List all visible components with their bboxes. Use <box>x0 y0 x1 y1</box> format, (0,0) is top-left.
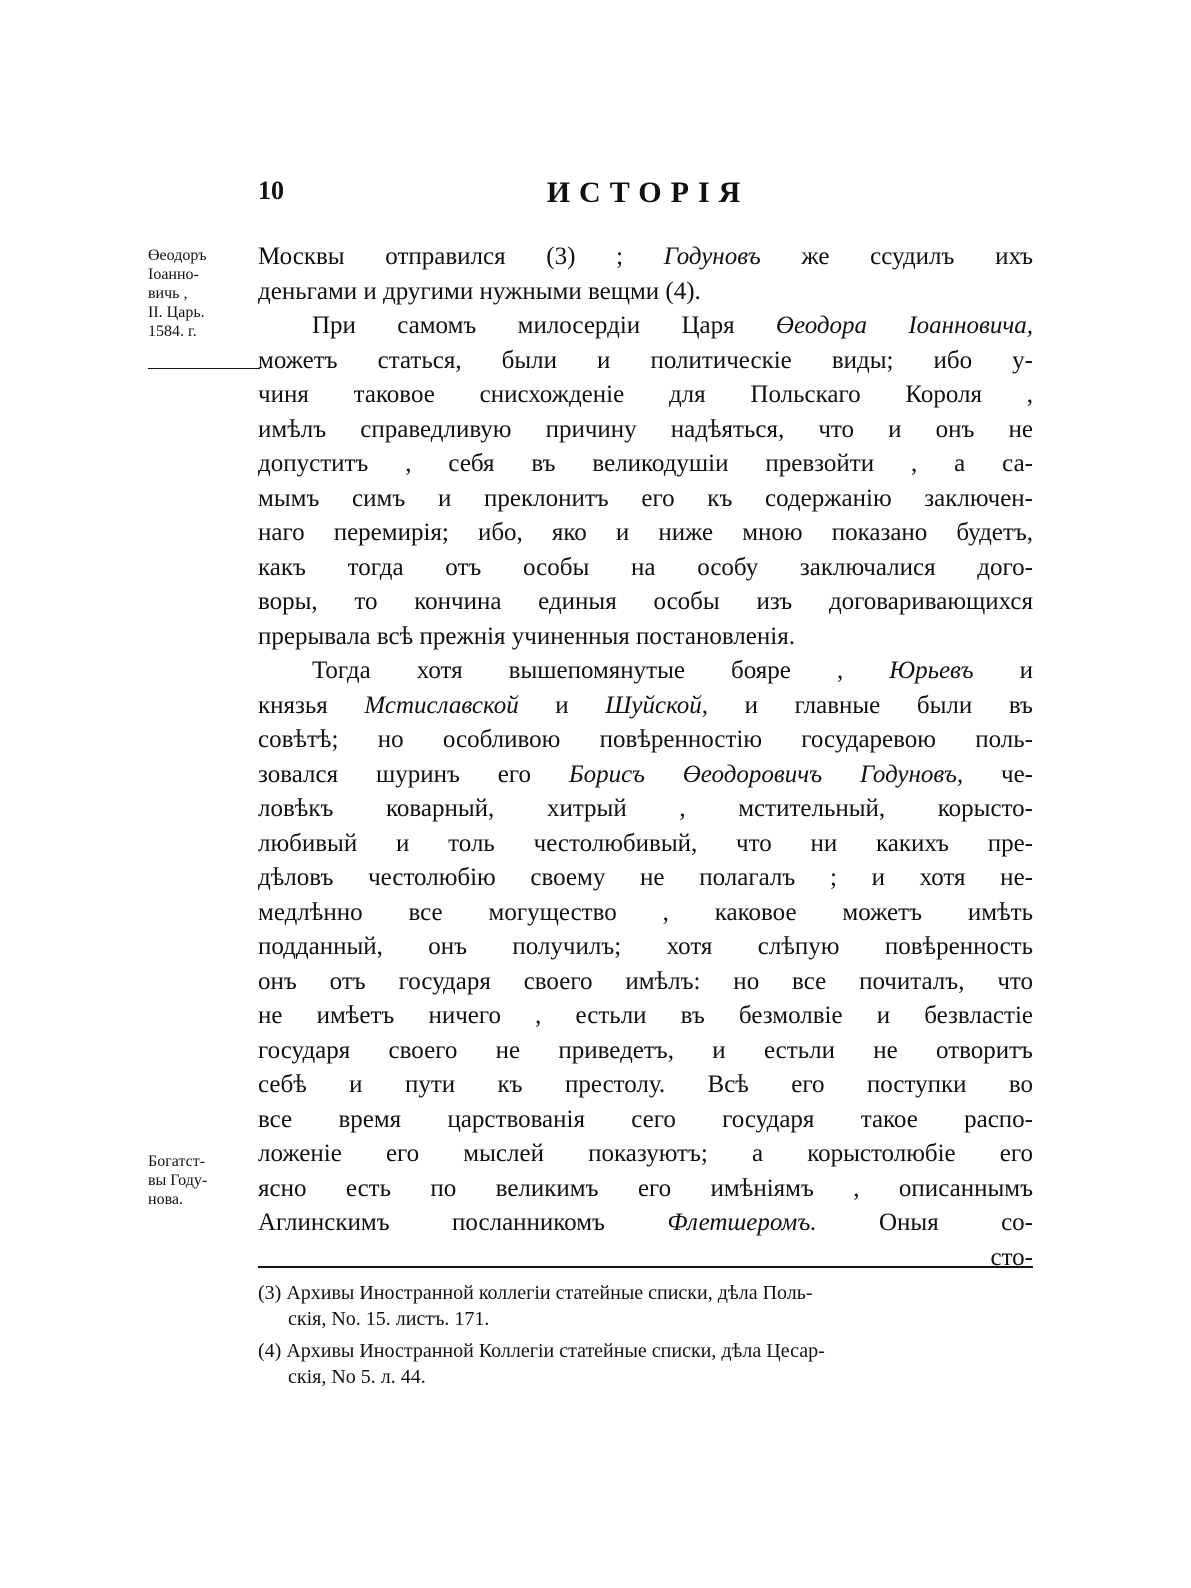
text-line: Москвы отправился (3) ; Годуновъ же ссудилъ ихъ <box>258 243 1033 270</box>
margin-note-line: Іоанно- <box>148 266 199 283</box>
name-fletcher: Флетшеромъ. <box>667 1209 817 1236</box>
footnote-4-cont: скія, No 5. л. 44. <box>288 1366 426 1388</box>
footnote-4: (4) Архивы Иностранной Коллегіи статейные списки, дѣла Цесар- <box>258 1340 825 1362</box>
footnote-3: (3) Архивы Иностранной коллегіи статейные списки, дѣла Поль- <box>258 1282 813 1304</box>
text-line: государя своего не приведетъ, и естьли не отворитъ <box>258 1036 1033 1064</box>
text-line: При самомъ милосердіи Царя Өеодора Іоанновича, <box>312 312 1034 339</box>
margin-note-line: II. Царь. <box>148 304 205 321</box>
text-line: зовался шуринъ его Борисъ Өеодоровичъ Годуновъ, че- <box>258 760 1033 788</box>
name-godunov: Годуновъ <box>663 243 761 270</box>
name-boris-godunov: Борисъ Өеодоровичъ Годуновъ, <box>568 760 964 788</box>
text-line: ловѣкъ коварный, хитрый , мстительный, корысто- <box>258 795 1033 822</box>
page-number: 10 <box>258 176 284 205</box>
text-line: деньгами и другими нужными вещми (4). <box>258 277 701 305</box>
page-header <box>258 176 1038 216</box>
text-line: чиня таковое снисхожденіе для Польскаго Короля , <box>258 381 1033 408</box>
margin-note-wealth <box>148 1152 256 1209</box>
text-line: можетъ статься, были и политическіе виды; ибо у- <box>258 346 1033 374</box>
text-line: онъ отъ государя своего имѣлъ: но все почиталъ, что <box>258 967 1033 995</box>
text-line: допуститъ , себя въ великодушіи превзойти , а са- <box>258 450 1033 477</box>
text-line: медлѣнно все могущество , каковое можетъ имѣть <box>258 898 1033 926</box>
text-line: воры, то кончина единыя особы изъ договаривающихся <box>258 588 1033 615</box>
footnote-3-cont: скія, No. 15. листъ. 171. <box>288 1308 490 1330</box>
text-line: ясно есть по великимъ его имѣніямъ , описаннымъ <box>258 1174 1033 1202</box>
text-line: совѣтѣ; но особливою повѣренностію государевою поль- <box>258 726 1033 753</box>
margin-note-line: вы Году- <box>148 1172 208 1189</box>
text-line: подданный, онъ получилъ; хотя слѣпую повѣренность <box>258 933 1033 960</box>
text-line: себѣ и пути къ престолу. Всѣ его поступки во <box>258 1071 1033 1098</box>
margin-note-line: Өеодоръ <box>148 247 207 264</box>
text-line: любивый и толь честолюбивый, что ни какихъ пре- <box>258 829 1033 857</box>
margin-note-line: нова. <box>148 1191 184 1208</box>
text-line: мымъ симъ и преклонитъ его къ содержанію заключен- <box>258 484 1033 512</box>
text-line: прерывала всѣ прежнія учиненныя постановленія. <box>258 622 795 650</box>
text-line: какъ тогда отъ особы на особу заключалися дого- <box>258 553 1033 581</box>
text-line: наго перемирія; ибо, яко и ниже мною показано будетъ, <box>258 519 1033 546</box>
margin-note-line: Богатст- <box>148 1153 206 1170</box>
running-title: ИСТОРІЯ <box>546 176 750 209</box>
text-line: имѣлъ справедливую причину надѣяться, что и онъ не <box>258 415 1033 443</box>
text-line: дѣловъ честолюбію своему не полагалъ ; и хотя не- <box>258 864 1033 891</box>
name-mstislavskoy: Мстиславской <box>364 691 519 719</box>
margin-note-line: 1584. г. <box>148 323 197 340</box>
catchword: сто- <box>990 1243 1033 1271</box>
main-text <box>258 240 1033 1275</box>
name-yuryev: Юрьевъ <box>889 657 974 684</box>
margin-note-reign <box>148 246 256 341</box>
text-line: не имѣетъ ничего , естьли въ безмолвіе и безвластіе <box>258 1002 1033 1029</box>
footnote-rule <box>258 1266 1033 1268</box>
footnotes <box>258 1280 1033 1390</box>
text-line: Тогда хотя вышепомянутые бояре , Юрьевъ и <box>312 657 1033 684</box>
margin-rule <box>148 368 260 369</box>
margin-note-line: вичь , <box>148 285 188 302</box>
text-line: Аглинскимъ посланникомъ Флетшеромъ. Оныя со- <box>258 1209 1033 1236</box>
name-shuyskoy: Шуйской, <box>605 691 709 719</box>
text-line: все время царствованія сего государя такое распо- <box>258 1105 1033 1133</box>
name-tsar-feodor: Өеодора Іоанновича, <box>775 312 1034 339</box>
text-line: князья Мстиславской и Шуйской, и главные были въ <box>258 691 1033 719</box>
text-line: ложеніе его мыслей показуютъ; а корыстолюбіе его <box>258 1140 1033 1167</box>
